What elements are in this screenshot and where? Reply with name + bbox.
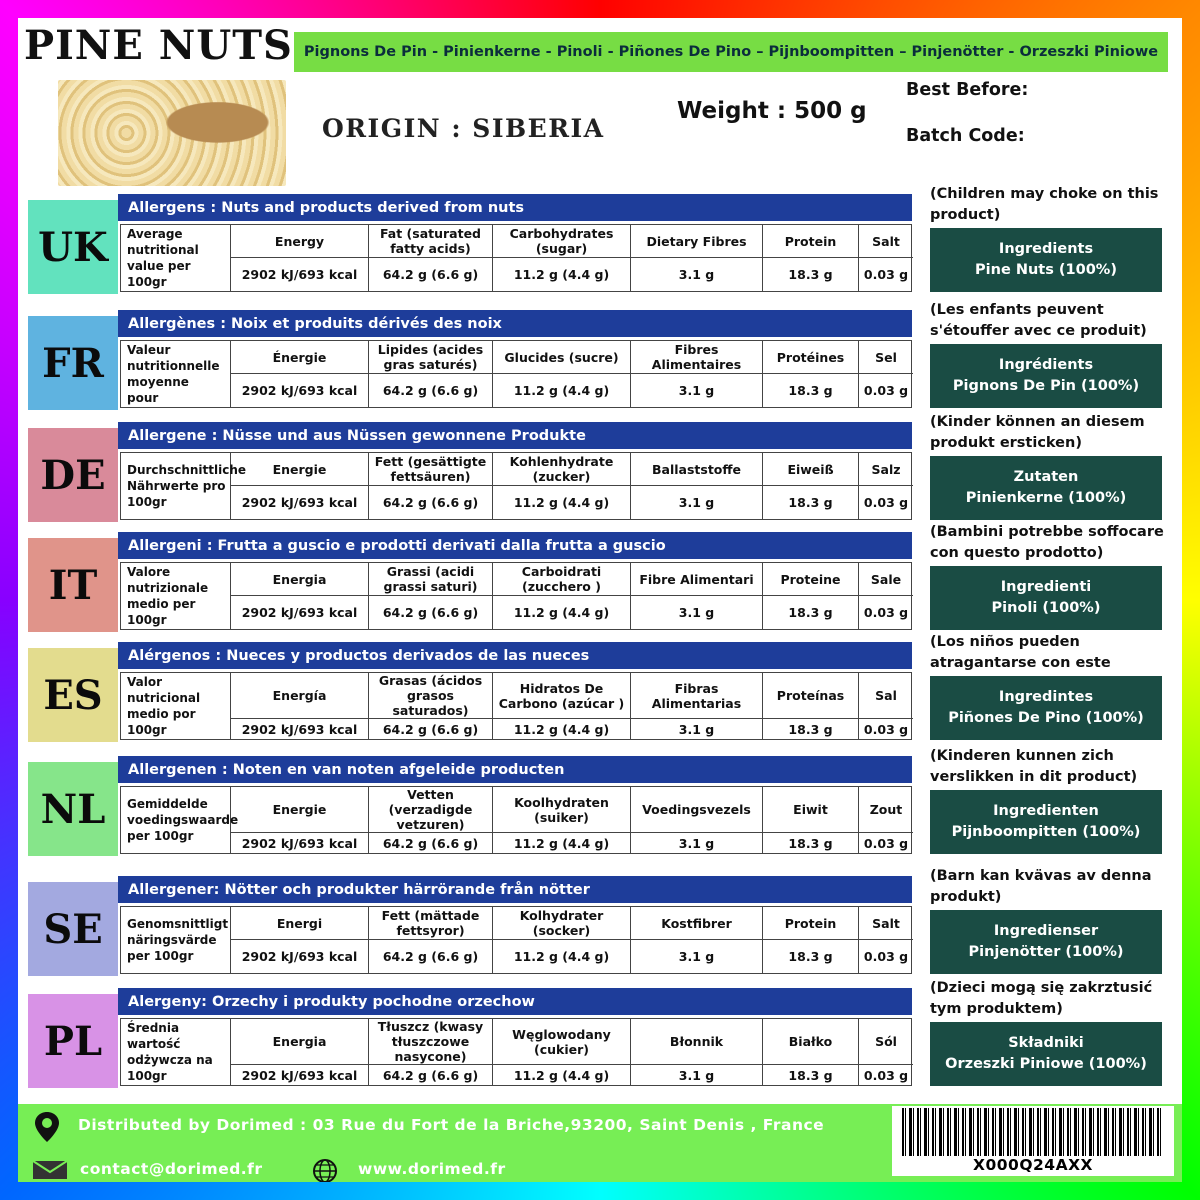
nutrient-value: 0.03 g: [863, 949, 909, 964]
nutrient-header: Protéines: [763, 341, 859, 374]
nutrition-table: [120, 224, 912, 292]
nutrient-header: Glucides (sucre): [493, 341, 631, 374]
ingredients-box: [930, 910, 1162, 974]
language-code: SE: [28, 882, 118, 976]
nutrient-header: Energie: [231, 787, 369, 833]
nutrient-header: Energi: [231, 907, 369, 940]
language-code: UK: [28, 200, 118, 294]
nutrition-table: [120, 786, 912, 854]
nutrient-header: Salt: [859, 907, 913, 940]
nutrient-value: 0.03 g: [863, 835, 909, 851]
nutrient-header: Tłuszcz (kwasy tłuszczowe nasycone): [369, 1019, 493, 1065]
average-value-label: Średnia wartość odżywcza na 100gr: [121, 1019, 231, 1085]
nutrient-header: Fett (gesättigte fettsäuren): [369, 453, 493, 486]
language-code: DE: [28, 428, 118, 522]
ingredients-box: [930, 228, 1162, 292]
nutrient-header: Sól: [859, 1019, 913, 1065]
nutrient-value: 11.2 g (4.4 g): [493, 719, 631, 739]
allergen-bar: Allergens : Nuts and products derived from nuts: [118, 194, 912, 221]
nutrient-value: 3.1 g: [631, 833, 763, 853]
nutrient-value: 3.1 g: [631, 486, 763, 519]
allergen-bar: Allergene : Nüsse und aus Nüssen gewonnene Produkte: [118, 422, 912, 449]
average-value-label: Genomsnittligt näringsvärde per 100gr: [121, 907, 231, 973]
nutrient-value: 64.2 g (6.6 g): [369, 940, 493, 973]
nutrient-value: 2902 kJ/693 kcal: [231, 940, 369, 973]
nutrient-header: Sale: [859, 563, 913, 596]
nutrient-value: 64.2 g (6.6 g): [369, 374, 493, 407]
weight-label: Weight : 500 g: [677, 98, 867, 124]
average-value-label: Valore nutrizionale medio per 100gr: [121, 563, 231, 629]
translated-names-bar: [294, 32, 1168, 72]
nutrient-header: Énergie: [231, 341, 369, 374]
ingredients-box: [930, 566, 1162, 630]
location-pin-icon: [32, 1110, 62, 1144]
language-code: FR: [28, 316, 118, 410]
globe-icon: [312, 1158, 338, 1182]
nutrient-value: 3.1 g: [631, 719, 763, 739]
nutrient-header: Kostfibrer: [631, 907, 763, 940]
nutrient-header: Kolhydrater (socker): [493, 907, 631, 940]
mail-icon: [32, 1160, 68, 1180]
nutrient-value: 2902 kJ/693 kcal: [231, 719, 369, 739]
allergen-bar: Alergeny: Orzechy i produkty pochodne orzechow: [118, 988, 912, 1015]
nutrient-value: 0.03 g: [863, 605, 909, 620]
ingredients-value: Pijnboompitten (100%): [951, 824, 1141, 840]
nutrient-value: 3.1 g: [631, 940, 763, 973]
product-title: PINE NUTS: [24, 22, 293, 69]
nutrient-value: 11.2 g (4.4 g): [493, 258, 631, 291]
ingredients-title: Składniki: [1008, 1034, 1084, 1051]
pine-nuts-photo: [58, 80, 286, 186]
language-section-se: [18, 868, 1182, 984]
ingredients-box: [930, 676, 1162, 740]
nutrient-value: 2902 kJ/693 kcal: [231, 833, 369, 853]
ingredients-box: [930, 1022, 1162, 1086]
nutrient-header: Błonnik: [631, 1019, 763, 1065]
nutrient-value: 18.3 g: [763, 1065, 859, 1085]
choking-warning: (Les enfants peuvent s'étouffer avec ce produit): [930, 302, 1147, 340]
barcode: [892, 1106, 1174, 1176]
nutrient-header: Ballaststoffe: [631, 453, 763, 486]
nutrient-value: 0.03 g: [863, 721, 909, 737]
ingredients-value: Pinoli (100%): [991, 600, 1101, 616]
ingredients-title: Ingredienser: [993, 922, 1099, 939]
language-section-it: [18, 524, 1182, 640]
language-section-pl: [18, 980, 1182, 1096]
nutrient-value: 18.3 g: [763, 258, 859, 291]
nutrient-value: 18.3 g: [763, 486, 859, 519]
nutrient-header: Energie: [231, 453, 369, 486]
nutrient-header: Fett (mättade fettsyror): [369, 907, 493, 940]
average-value-label: Gemiddelde voedingswaarde per 100gr: [121, 787, 231, 853]
nutrient-value: 2902 kJ/693 kcal: [231, 1065, 369, 1085]
language-code: IT: [28, 538, 118, 632]
nutrient-value: 64.2 g (6.6 g): [369, 596, 493, 629]
nutrient-value: 11.2 g (4.4 g): [493, 596, 631, 629]
allergen-bar: Alérgenos : Nueces y productos derivados de las nueces: [118, 642, 912, 669]
nutrient-value: 64.2 g (6.6 g): [369, 719, 493, 739]
nutrient-header: Zout: [859, 787, 913, 833]
choking-warning: (Dzieci mogą się zakrztusić tym produktem): [930, 980, 1153, 1018]
nutrient-value: 64.2 g (6.6 g): [369, 486, 493, 519]
nutrient-header: Grasas (ácidos grasos saturados): [369, 673, 493, 719]
nutrient-value: 2902 kJ/693 kcal: [231, 596, 369, 629]
nutrient-header: Salt: [859, 225, 913, 258]
ingredients-value: Pinjenötter (100%): [968, 944, 1124, 960]
nutrient-header: Kohlenhydrate (zucker): [493, 453, 631, 486]
nutrient-value: 3.1 g: [631, 596, 763, 629]
nutrient-value: 3.1 g: [631, 374, 763, 407]
nutrition-table: [120, 1018, 912, 1086]
choking-warning: (Bambini potrebbe soffocare con questo prodotto): [930, 524, 1164, 562]
nutrient-header: Protein: [763, 225, 859, 258]
nutrient-header: Energy: [231, 225, 369, 258]
choking-warning: (Kinderen kunnen zich verslikken in dit product): [930, 748, 1138, 786]
nutrient-header: Dietary Fibres: [631, 225, 763, 258]
ingredients-title: Ingredienti: [1000, 578, 1092, 595]
nutrient-header: Eiweiß: [763, 453, 859, 486]
website-link[interactable]: www.dorimed.fr: [358, 1160, 506, 1178]
nutrient-value: 64.2 g (6.6 g): [369, 833, 493, 853]
ingredients-value: Pignons De Pin (100%): [952, 378, 1140, 394]
nutrient-value: 0.03 g: [863, 495, 909, 510]
choking-warning: (Los niños pueden atragantarse con este: [930, 634, 1111, 672]
nutrient-value: 11.2 g (4.4 g): [493, 1065, 631, 1085]
nutrient-value: 18.3 g: [763, 374, 859, 407]
choking-warning: (Kinder können an diesem produkt ersticken): [930, 414, 1145, 452]
nutrition-table: [120, 672, 912, 740]
nutrient-header: Carboidrati (zucchero ): [493, 563, 631, 596]
label-sheet: [18, 18, 1182, 1182]
nutrient-value: 0.03 g: [863, 1067, 909, 1083]
nutrient-header: Energia: [231, 1019, 369, 1065]
average-value-label: Valor nutricional medio por 100gr: [121, 673, 231, 739]
nutrient-header: Fibres Alimentaires: [631, 341, 763, 374]
nutrient-header: Grassi (acidi grassi saturi): [369, 563, 493, 596]
nutrient-value: 64.2 g (6.6 g): [369, 258, 493, 291]
nutrient-value: 0.03 g: [863, 383, 909, 398]
nutrition-table: [120, 906, 912, 974]
allergen-bar: Allergener: Nötter och produkter härrörande från nötter: [118, 876, 912, 903]
ingredients-title: Zutaten: [1013, 468, 1079, 485]
ingredients-title: Ingredintes: [998, 688, 1094, 705]
nutrient-value: 11.2 g (4.4 g): [493, 374, 631, 407]
nutrient-header: Fat (saturated fatty acids): [369, 225, 493, 258]
average-value-label: Durchschnittliche Nährwerte pro 100gr: [121, 453, 231, 519]
nutrient-value: 2902 kJ/693 kcal: [231, 486, 369, 519]
nutrition-table: [120, 562, 912, 630]
ingredients-value: Pine Nuts (100%): [975, 262, 1117, 278]
nutrient-value: 64.2 g (6.6 g): [369, 1065, 493, 1085]
language-code: ES: [28, 648, 118, 742]
nutrient-header: Sel: [859, 341, 913, 374]
average-value-label: Valeur nutritionnelle moyenne pour: [121, 341, 231, 407]
nutrient-header: Koolhydraten (suiker): [493, 787, 631, 833]
ingredients-value: Orzeszki Piniowe (100%): [945, 1056, 1147, 1072]
ingredients-title: Ingredienten: [993, 802, 1099, 819]
barcode-number: X000Q24AXX: [973, 1156, 1093, 1174]
nutrient-value: 11.2 g (4.4 g): [493, 940, 631, 973]
nutrition-table: [120, 340, 912, 408]
ingredients-title: Ingredients: [998, 240, 1094, 257]
nutrient-header: Proteínas: [763, 673, 859, 719]
ingredients-box: [930, 456, 1162, 520]
nutrient-header: Vetten (verzadigde vetzuren): [369, 787, 493, 833]
allergen-bar: Allergeni : Frutta a guscio e prodotti derivati dalla frutta a guscio: [118, 532, 912, 559]
language-section-de: [18, 414, 1182, 530]
nutrient-header: Energia: [231, 563, 369, 596]
nutrient-header: Eiwit: [763, 787, 859, 833]
allergen-bar: Allergenen : Noten en van noten afgeleide producten: [118, 756, 912, 783]
nutrient-header: Protein: [763, 907, 859, 940]
nutrient-value: 3.1 g: [631, 1065, 763, 1085]
batch-code-label: Batch Code:: [906, 126, 1025, 146]
choking-warning: (Children may choke on this product): [930, 186, 1159, 224]
nutrient-header: Lipides (acides gras saturés): [369, 341, 493, 374]
ingredients-box: [930, 344, 1162, 408]
origin-label: ORIGIN : SIBERIA: [322, 114, 605, 143]
choking-warning: (Barn kan kvävas av denna produkt): [930, 868, 1152, 906]
nutrient-value: 18.3 g: [763, 596, 859, 629]
nutrient-header: Białko: [763, 1019, 859, 1065]
nutrition-table: [120, 452, 912, 520]
contact-email[interactable]: contact@dorimed.fr: [80, 1160, 263, 1178]
ingredients-title: Ingrédients: [998, 356, 1094, 373]
nutrient-header: Proteine: [763, 563, 859, 596]
distributor-address: Distributed by Dorimed : 03 Rue du Fort de la Briche,93200, Saint Denis , France: [78, 1116, 825, 1134]
translated-names: Pignons De Pin - Pinienkerne - Pinoli - Piñones De Pino – Pijnboompitten – Pinjenötter - Orzeszki Piniowe: [303, 44, 1159, 60]
language-section-nl: [18, 748, 1182, 864]
nutrient-header: Carbohydrates (sugar): [493, 225, 631, 258]
ingredients-box: [930, 790, 1162, 854]
language-section-uk: [18, 186, 1182, 302]
nutrient-header: Salz: [859, 453, 913, 486]
nutrient-value: 0.03 g: [863, 267, 909, 282]
average-value-label: Average nutritional value per 100gr: [121, 225, 231, 291]
nutrient-header: Węglowodany (cukier): [493, 1019, 631, 1065]
nutrient-value: 18.3 g: [763, 940, 859, 973]
nutrient-value: 3.1 g: [631, 258, 763, 291]
language-section-fr: [18, 302, 1182, 418]
barcode-bars: [902, 1108, 1164, 1156]
nutrient-header: Fibras Alimentarias: [631, 673, 763, 719]
language-code: NL: [28, 762, 118, 856]
nutrient-value: 11.2 g (4.4 g): [493, 833, 631, 853]
language-section-es: [18, 634, 1182, 750]
nutrient-header: Sal: [859, 673, 913, 719]
best-before-label: Best Before:: [906, 80, 1029, 100]
nutrient-value: 18.3 g: [763, 833, 859, 853]
nutrient-header: Hidratos De Carbono (azúcar ): [493, 673, 631, 719]
nutrient-value: 11.2 g (4.4 g): [493, 486, 631, 519]
ingredients-value: Piñones De Pino (100%): [948, 710, 1144, 726]
nutrient-value: 18.3 g: [763, 719, 859, 739]
allergen-bar: Allergènes : Noix et produits dérivés des noix: [118, 310, 912, 337]
nutrient-header: Energía: [231, 673, 369, 719]
nutrient-value: 2902 kJ/693 kcal: [231, 374, 369, 407]
ingredients-value: Pinienkerne (100%): [965, 490, 1127, 506]
language-code: PL: [28, 994, 118, 1088]
nutrient-header: Fibre Alimentari: [631, 563, 763, 596]
nutrient-value: 2902 kJ/693 kcal: [231, 258, 369, 291]
nutrient-header: Voedingsvezels: [631, 787, 763, 833]
